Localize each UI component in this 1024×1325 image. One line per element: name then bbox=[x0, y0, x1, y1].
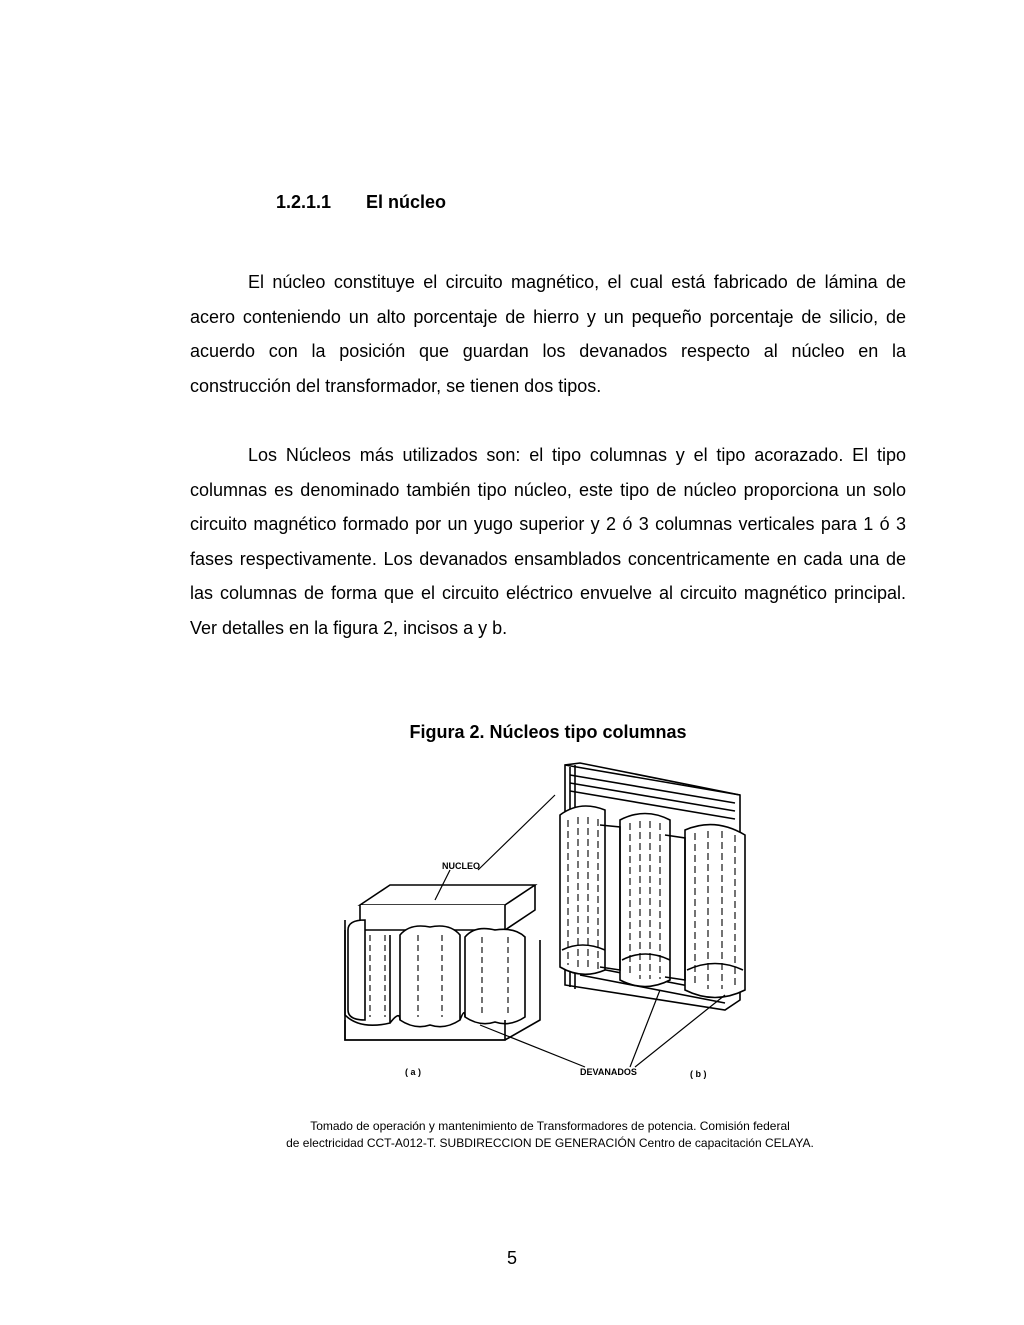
label-b: ( b ) bbox=[690, 1069, 707, 1079]
section-number: 1.2.1.1 bbox=[276, 192, 332, 212]
core-a-drawing bbox=[345, 885, 540, 1040]
page-number: 5 bbox=[506, 1248, 517, 1268]
caption-line-2: de electricidad CCT-A012-T. SUBDIRECCION DE GENERACIÓN Centro de capacitación CELAYA. bbox=[286, 1136, 814, 1150]
core-illustration bbox=[330, 755, 770, 1085]
section-title: El núcleo bbox=[366, 192, 447, 212]
figure-source-caption bbox=[190, 1118, 910, 1152]
paragraph-core-definition: El núcleo constituye el circuito magnético, el cual está fabricado de lámina de acero conteniendo un alto porcentaje de hierro y un pequeño porcentaje de silicio, de acuerdo con la posición que guardan los devanados respecto al núcleo en la construcción del transformador, se tienen dos tipos. bbox=[190, 272, 906, 396]
caption-line-1: Tomado de operación y mantenimiento de Transformadores de potencia. Comisión federal bbox=[310, 1119, 790, 1133]
paragraph-core-types: Los Núcleos más utilizados son: el tipo columnas y el tipo acorazado. El tipo columnas es denominado también tipo núcleo, este tipo de núcleo proporciona un solo circuito magnético formado por un yugo superior y 2 ó 3 columnas verticales para 1 ó 3 fases respectivamente. Los devanados ensamblados concentricamente en cada una de las columnas de forma que el circuito eléctrico envuelve al circuito magnético principal. Ver detalles en la figura 2, incisos a y b. bbox=[190, 445, 906, 638]
core-b-drawing bbox=[560, 763, 745, 1010]
devanados-label: DEVANADOS bbox=[580, 1067, 637, 1077]
nucleo-label: NUCLEO bbox=[442, 861, 480, 871]
section-heading bbox=[276, 190, 446, 214]
figure-core-column-diagram bbox=[330, 755, 770, 1085]
figure-title: Figura 2. Núcleos tipo columnas bbox=[409, 722, 687, 742]
label-a: ( a ) bbox=[405, 1067, 422, 1077]
